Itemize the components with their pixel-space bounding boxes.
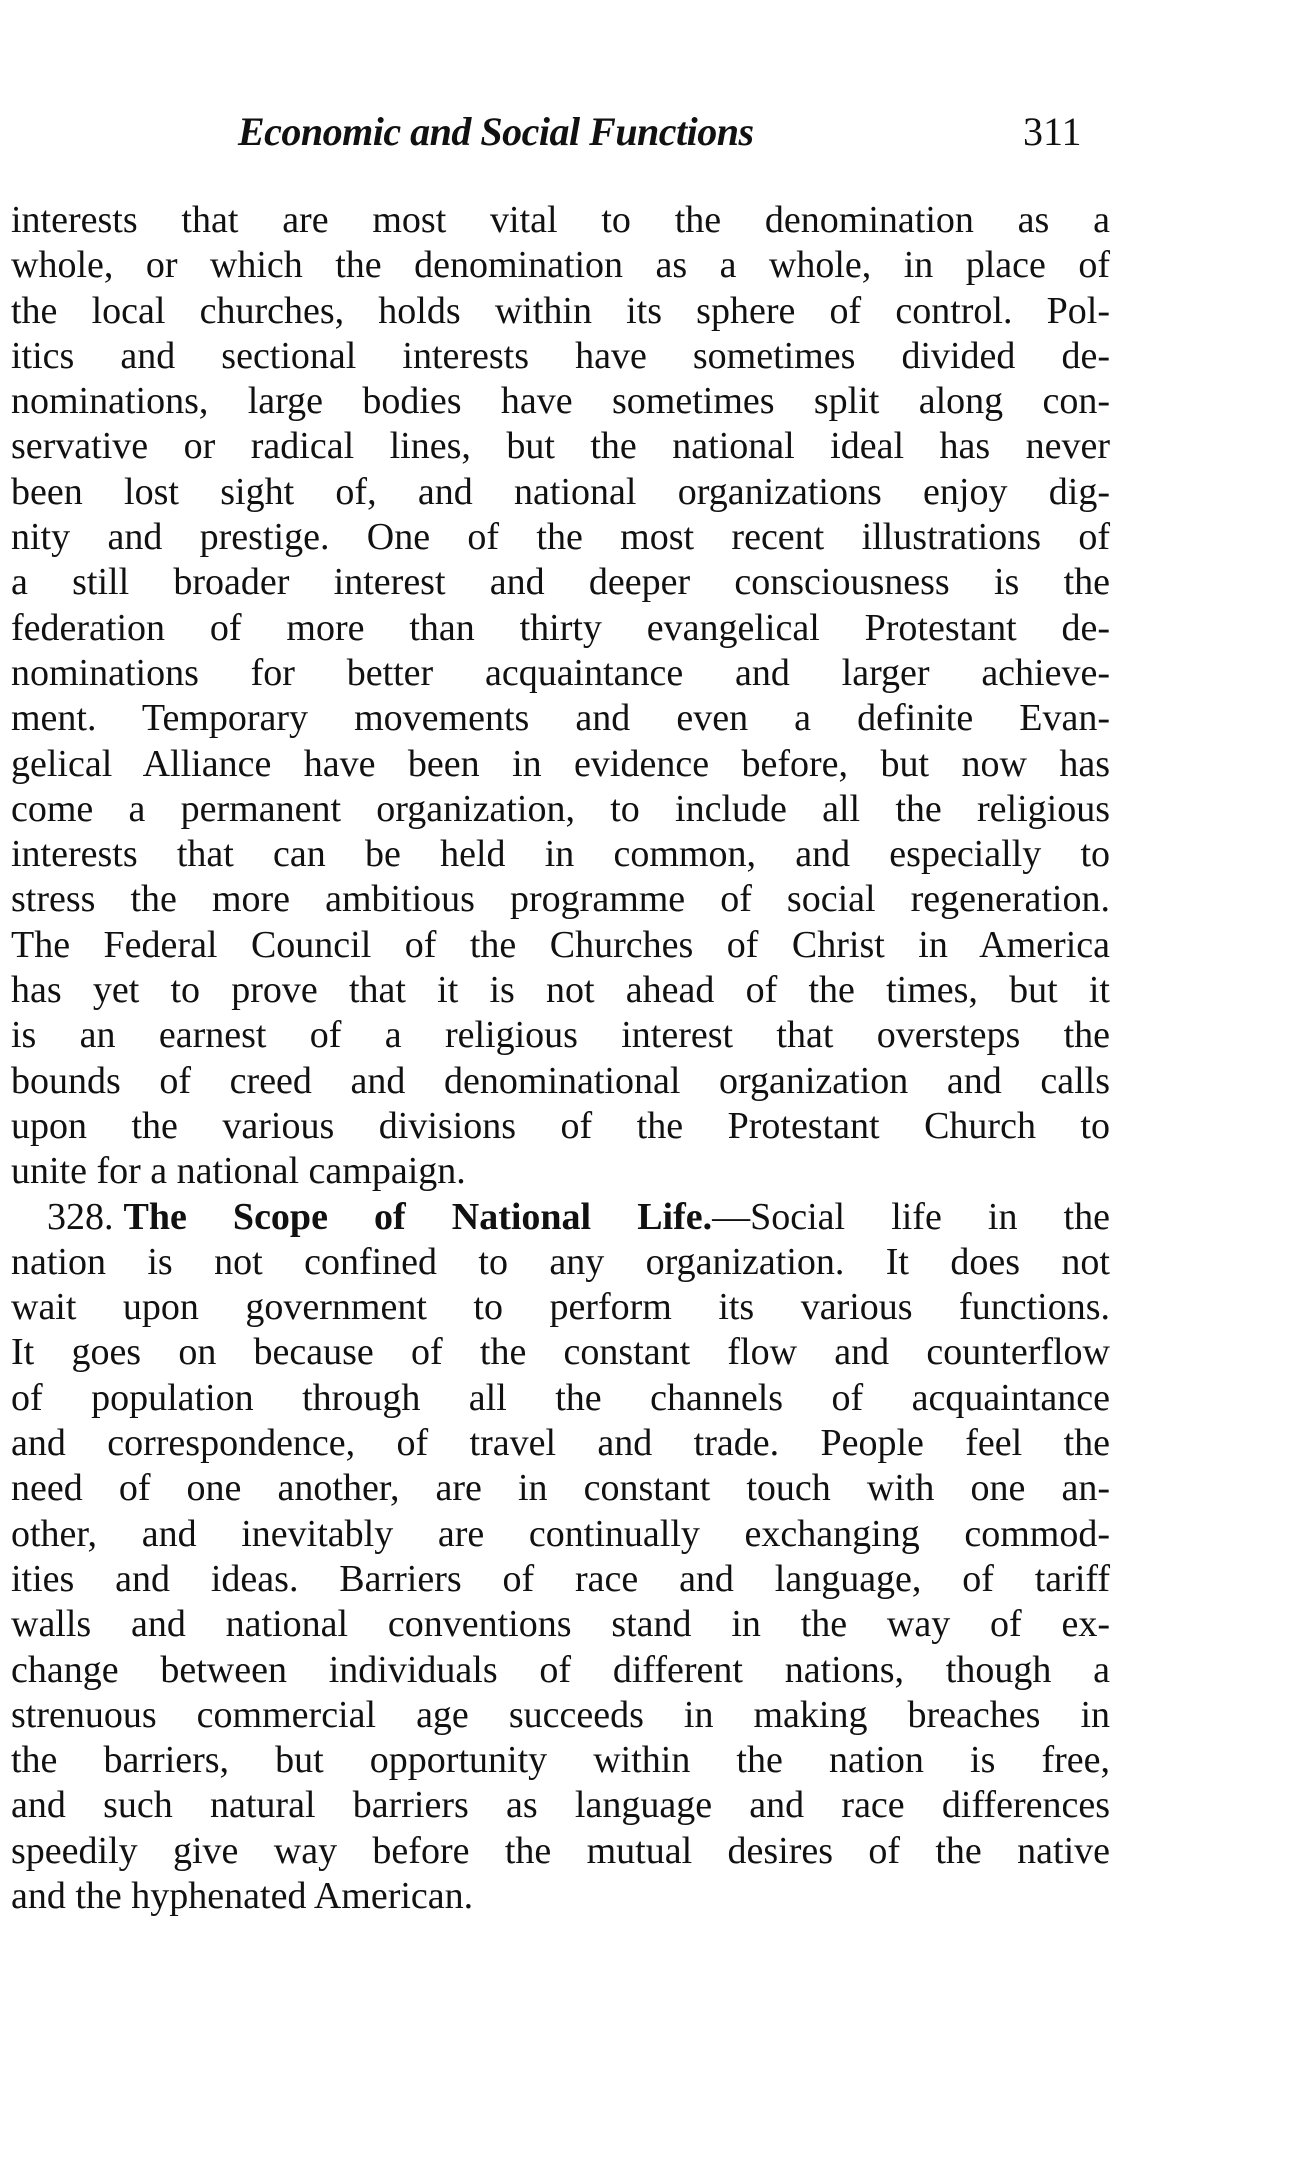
- text-line: has yet to prove that it is not ahead of the times, but it: [11, 969, 1110, 1012]
- text-line: servative or radical lines, but the national ideal has never: [11, 425, 1110, 468]
- text-line: stress the more ambitious programme of social regeneration.: [11, 878, 1110, 921]
- text-line: the local churches, holds within its sphere of control. Pol-: [11, 289, 1110, 332]
- text-line: nominations for better acquaintance and larger achieve-: [11, 651, 1110, 694]
- section-first-line: [11, 1195, 1110, 1240]
- text-line: nominations, large bodies have sometimes split along con-: [11, 380, 1110, 423]
- text-line: strenuous commercial age succeeds in making breaches in: [11, 1693, 1110, 1736]
- text-line: and such natural barriers as language and race differences: [11, 1784, 1110, 1827]
- section-number: 328.: [47, 1195, 114, 1238]
- text-line: wait upon government to perform its various functions.: [11, 1286, 1110, 1329]
- text-line: unite for a national campaign.: [11, 1150, 466, 1193]
- section-heading: The Scope of National Life.: [123, 1195, 713, 1238]
- text-line: and correspondence, of travel and trade. People feel the: [11, 1422, 1110, 1465]
- text-line: federation of more than thirty evangelical Protestant de-: [11, 606, 1110, 649]
- text-line: and the hyphenated American.: [11, 1874, 474, 1917]
- text-line: whole, or which the denomination as a whole, in place of: [11, 244, 1110, 287]
- text-line: of population through all the channels of acquaintance: [11, 1376, 1110, 1419]
- text-line: been lost sight of, and national organizations enjoy dig-: [11, 470, 1110, 513]
- running-header: [0, 108, 1291, 158]
- text-line: upon the various divisions of the Protestant Church to: [11, 1104, 1110, 1147]
- text-line: walls and national conventions stand in the way of ex-: [11, 1603, 1110, 1646]
- text-line: gelical Alliance have been in evidence before, but now has: [11, 742, 1110, 785]
- text-line: other, and inevitably are continually exchanging commod-: [11, 1512, 1110, 1555]
- text-line: a still broader interest and deeper consciousness is the: [11, 561, 1110, 604]
- text-line: nation is not confined to any organization. It does not: [11, 1240, 1110, 1283]
- text-line: come a permanent organization, to include all the religious: [11, 787, 1110, 830]
- text-line: interests that are most vital to the denomination as a: [11, 199, 1110, 241]
- page-number: 311: [1023, 109, 1082, 154]
- text-line: speedily give way before the mutual desires of the native: [11, 1829, 1110, 1872]
- text-line: bounds of creed and denominational organization and calls: [11, 1059, 1110, 1102]
- text-line: is an earnest of a religious interest that oversteps the: [11, 1014, 1110, 1057]
- body-text: [11, 198, 1110, 1919]
- paragraph-continued: [11, 198, 1110, 1195]
- paragraph-section-328: [11, 1195, 1110, 1920]
- text-line: interests that can be held in common, and especially to: [11, 833, 1110, 876]
- text-line: nity and prestige. One of the most recent illustrations of: [11, 516, 1110, 559]
- text-line: the barriers, but opportunity within the nation is free,: [11, 1739, 1110, 1782]
- text-line: ment. Temporary movements and even a definite Evan-: [11, 697, 1110, 740]
- text-line: The Federal Council of the Churches of Christ in America: [11, 923, 1110, 966]
- text-line: need of one another, are in constant touch with one an-: [11, 1467, 1110, 1510]
- running-title: Economic and Social Functions: [238, 109, 754, 154]
- text-line: It goes on because of the constant flow and counterflow: [11, 1331, 1110, 1374]
- text-line: change between individuals of different nations, though a: [11, 1648, 1110, 1691]
- section-first-line-text: —Social life in the: [712, 1195, 1110, 1238]
- text-line: ities and ideas. Barriers of race and language, of tariff: [11, 1557, 1110, 1600]
- text-line: itics and sectional interests have sometimes divided de-: [11, 334, 1110, 377]
